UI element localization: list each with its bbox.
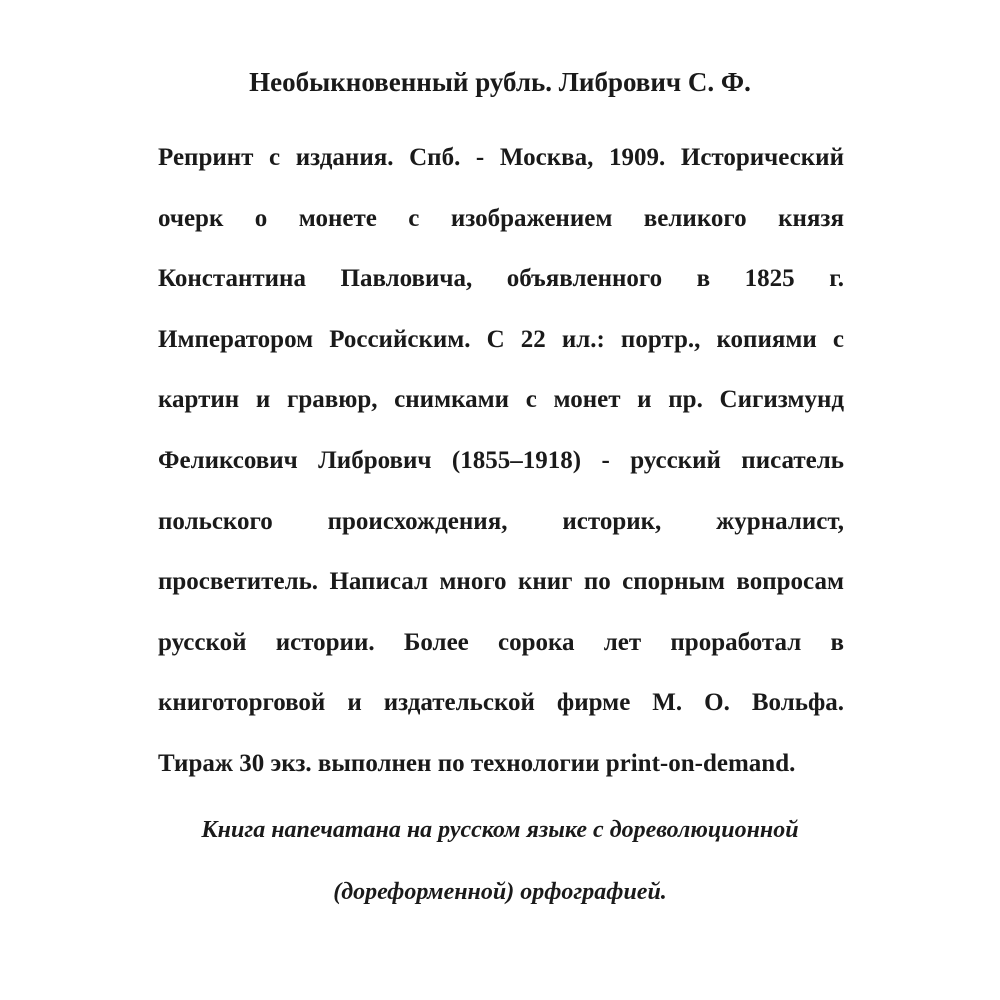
paragraph-line: очерк о монете с изображением великого князя [158,204,844,232]
paragraph-line: русской истории. Более сорока лет проработал в [158,628,844,656]
paragraph-line: Константина Павловича, объявленного в 1825 г. [158,265,844,293]
paragraph-line: Императором Российским. С 22 ил.: портр., копиями с [158,325,844,353]
paragraph-line: Репринт с издания. Спб. - Москва, 1909. Исторический [158,144,844,171]
description-paragraph [158,134,844,801]
paragraph-line: Феликсович Либрович (1855–1918) - русский писатель [158,446,844,474]
paragraph-line: картин и гравюр, снимками с монет и пр. Сигизмунд [158,386,844,414]
paragraph-line-last: Тираж 30 экз. выполнен по технологии print-on-demand. [158,749,796,777]
orthography-note-line-2: (дореформенной) орфографией. [333,879,667,905]
paragraph-line: просветитель. Написал много книг по спорным вопросам [158,568,844,596]
paragraph-line: польского происхождения, историк, журналист, [158,507,844,535]
book-title: Необыкновенный рубль. Либрович С. Ф. [249,67,751,97]
orthography-note-line-1: Книга напечатана на русском языке с дореволюционной [201,817,799,843]
paragraph-line: книготорговой и издательской фирме М. О. Вольфа. [158,689,844,717]
